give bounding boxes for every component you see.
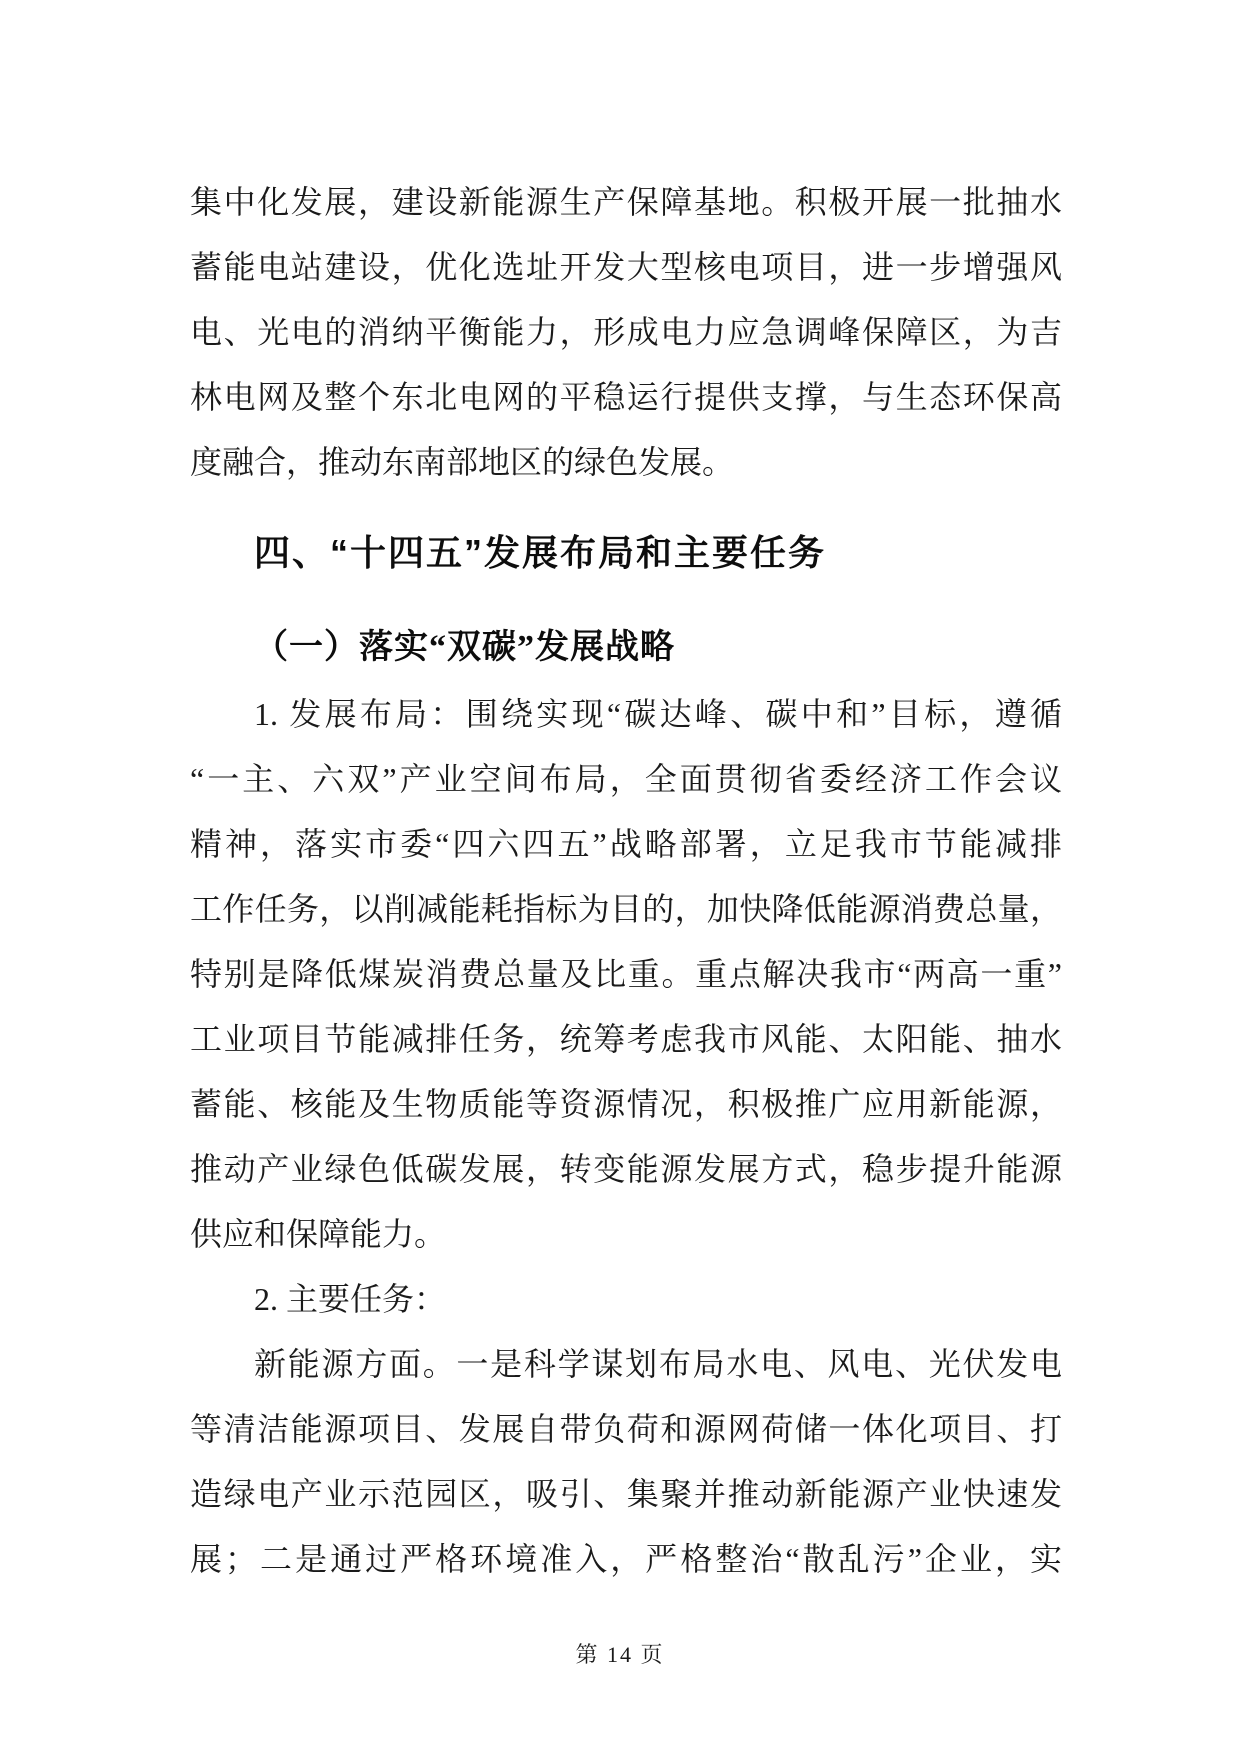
heading-text: 四、“十四五”发展布局和主要任务 (254, 532, 827, 573)
paragraph (190, 170, 1062, 495)
text-line: 工作任务，以削减能耗指标为目的，加快降低能源消费总量， (190, 891, 1062, 927)
section-heading (190, 520, 1062, 585)
page-number: 第 14 页 (575, 1642, 665, 1667)
text-line: 蓄能、核能及生物质能等资源情况，积极推广应用新能源， (190, 1086, 1062, 1122)
text-line: 电、光电的消纳平衡能力，形成电力应急调峰保障区，为吉 (190, 314, 1062, 350)
text-line: “一主、六双”产业空间布局，全面贯彻省委经济工作会议 (190, 761, 1062, 797)
document-body (190, 170, 1062, 1592)
section-heading (190, 615, 1062, 680)
text-line: 供应和保障能力。 (190, 1216, 447, 1252)
text-line: 工业项目节能减排任务，统筹考虑我市风能、太阳能、抽水 (190, 1021, 1062, 1057)
paragraph (190, 1332, 1062, 1592)
text-line: 新能源方面。一是科学谋划布局水电、风电、光伏发电 (254, 1346, 1062, 1382)
heading-text: （一）落实“双碳”发展战略 (254, 629, 675, 666)
text-line: 2. 主要任务： (254, 1281, 447, 1317)
text-line: 等清洁能源项目、发展自带负荷和源网荷储一体化项目、打 (190, 1411, 1062, 1447)
page-footer (0, 1638, 1240, 1669)
text-line: 林电网及整个东北电网的平稳运行提供支撑，与生态环保高 (190, 379, 1062, 415)
text-line: 造绿电产业示范园区，吸引、集聚并推动新能源产业快速发 (190, 1476, 1062, 1512)
text-line: 展；二是通过严格环境准入，严格整治“散乱污”企业，实 (190, 1541, 1062, 1577)
text-line: 精神，落实市委“四六四五”战略部署，立足我市节能减排 (190, 826, 1062, 862)
paragraph (190, 1267, 1062, 1332)
text-line: 蓄能电站建设，优化选址开发大型核电项目，进一步增强风 (190, 249, 1062, 285)
text-line: 推动产业绿色低碳发展，转变能源发展方式，稳步提升能源 (190, 1151, 1062, 1187)
text-line: 度融合，推动东南部地区的绿色发展。 (190, 444, 735, 480)
paragraph (190, 682, 1062, 1267)
text-line: 集中化发展，建设新能源生产保障基地。积极开展一批抽水 (190, 184, 1062, 220)
text-line: 特别是降低煤炭消费总量及比重。重点解决我市“两高一重” (190, 956, 1062, 992)
text-line: 1. 发展布局：围绕实现“碳达峰、碳中和”目标，遵循 (254, 696, 1062, 732)
